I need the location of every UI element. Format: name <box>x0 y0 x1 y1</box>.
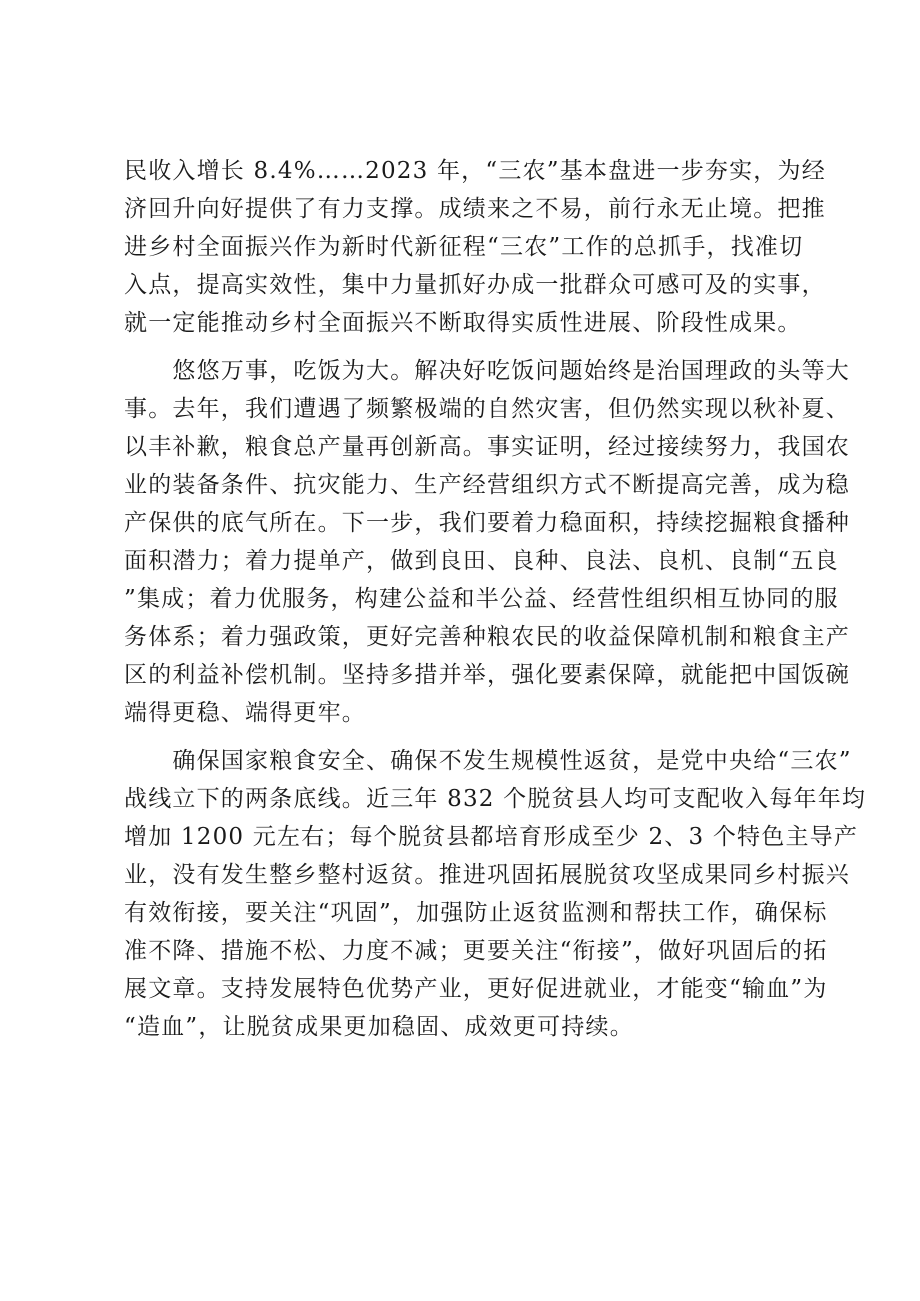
text-line: 就一定能推动乡村全面振兴不断取得实质性进展、阶段性成果。 <box>124 310 802 336</box>
text-line: 业的装备条件、抗灾能力、生产经营组织方式不断提高完善，成为稳 <box>124 472 850 498</box>
paragraph-spacer <box>124 732 804 742</box>
text-line: ”集成；着力优服务，构建公益和半公益、经营性组织相互协同的服 <box>124 586 839 612</box>
paragraph <box>124 352 850 732</box>
text-line: 区的利益补偿机制。坚持多措并举，强化要素保障，就能把中国饭碗 <box>124 662 850 688</box>
text-line: 进乡村全面振兴作为新时代新征程“三农”工作的总抓手，找准切 <box>124 234 804 260</box>
text-line: 战线立下的两条底线。近三年 832 个脱贫县人均可支配收入每年年均 <box>124 786 867 812</box>
text-line: 业，没有发生整乡整村返贫。推进巩固拓展脱贫攻坚成果同乡村振兴 <box>124 862 850 888</box>
text-line: 有效衔接，要关注“巩固”，加强防止返贫监测和帮扶工作，确保标 <box>124 900 828 926</box>
text-line: 事。去年，我们遭遇了频繁极端的自然灾害，但仍然实现以秋补夏、 <box>124 396 850 422</box>
text-line: 面积潜力；着力提单产，做到良田、良种、良法、良机、良制“五良 <box>124 548 839 574</box>
paragraph-spacer <box>124 342 804 352</box>
paragraph <box>124 152 826 342</box>
text-line: 端得更稳、端得更牢。 <box>124 700 366 726</box>
text-line: 悠悠万事，吃饭为大。解决好吃饭问题始终是治国理政的头等大 <box>124 358 850 384</box>
text-line: 准不降、措施不松、力度不减；更要关注“衔接”，做好巩固后的拓 <box>124 938 828 964</box>
text-line: 民收入增长 8.4%……2023 年，“三农”基本盘进一步夯实，为经 <box>124 158 826 184</box>
text-line: “造血”，让脱贫成果更加稳固、成效更可持续。 <box>124 1014 634 1040</box>
text-line: 入点，提高实效性，集中力量抓好办成一批群众可感可及的实事， <box>124 272 826 298</box>
text-line: 确保国家粮食安全、确保不发生规模性返贫，是党中央给“三农” <box>124 748 852 774</box>
text-line: 以丰补歉，粮食总产量再创新高。事实证明，经过接续努力，我国农 <box>124 434 850 460</box>
paragraph <box>124 742 867 1046</box>
text-line: 产保供的底气所在。下一步，我们要着力稳面积，持续挖掘粮食播种 <box>124 510 850 536</box>
text-line: 增加 1200 元左右；每个脱贫县都培育形成至少 2、3 个特色主导产 <box>124 824 859 850</box>
text-line: 务体系；着力强政策，更好完善种粮农民的收益保障机制和粮食主产 <box>124 624 850 650</box>
document-body <box>124 152 867 1046</box>
text-line: 展文章。支持发展特色优势产业，更好促进就业，才能变“输血”为 <box>124 976 828 1002</box>
text-line: 济回升向好提供了有力支撑。成绩来之不易，前行永无止境。把推 <box>124 196 826 222</box>
